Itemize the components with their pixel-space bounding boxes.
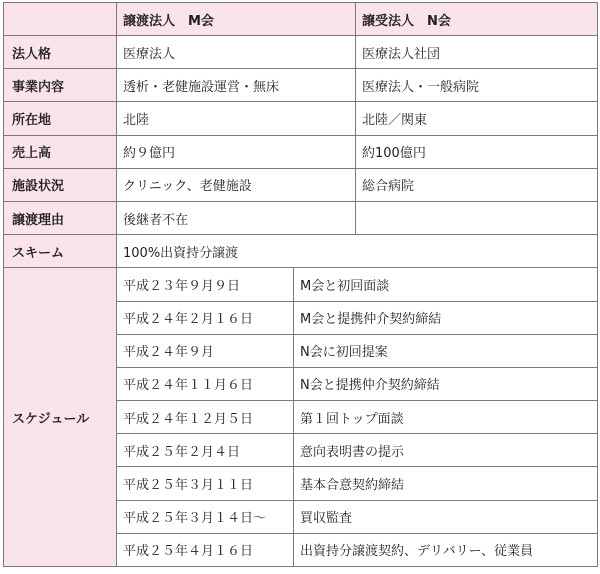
schedule-date: 平成２５年３月１４日～ [117,500,294,533]
schedule-date: 平成２４年２月１６日 [117,301,294,334]
schedule-event: 基本合意契約締結 [294,467,598,500]
row-label: 譲渡理由 [4,201,117,234]
schedule-event: 出資持分譲渡契約、デリバリー、従業員 [294,533,598,566]
schedule-date: 平成２４年１２月５日 [117,401,294,434]
transferee-value: 総合病院 [356,168,598,201]
schedule-date: 平成２３年９月９日 [117,268,294,301]
transferee-value: 北陸／関東 [356,102,598,135]
schedule-date: 平成２５年２月４日 [117,434,294,467]
scheme-row [4,235,598,268]
schedule-event: 意向表明書の提示 [294,434,598,467]
schedule-event: 買収監査 [294,500,598,533]
info-row [4,168,598,201]
info-row [4,102,598,135]
deal-summary-table [3,2,598,567]
schedule-date: 平成２４年９月 [117,334,294,367]
info-row [4,36,598,69]
schedule-row [4,268,598,301]
info-row [4,135,598,168]
transferee-header: 譲受法人 N会 [356,3,598,36]
schedule-date: 平成２５年４月１６日 [117,533,294,566]
info-row [4,69,598,102]
schedule-label: スケジュール [4,268,117,567]
info-row [4,201,598,234]
transferee-value [356,201,598,234]
transferor-value: 北陸 [117,102,356,135]
transferee-value: 医療法人社団 [356,36,598,69]
header-row [4,3,598,36]
transferor-value: クリニック、老健施設 [117,168,356,201]
scheme-value: 100%出資持分譲渡 [117,235,598,268]
schedule-event: M会と初回面談 [294,268,598,301]
transferee-value: 約100億円 [356,135,598,168]
scheme-label: スキーム [4,235,117,268]
transferor-header: 譲渡法人 M会 [117,3,356,36]
transferor-value: 後継者不在 [117,201,356,234]
schedule-date: 平成２５年３月１１日 [117,467,294,500]
row-label: 施設状況 [4,168,117,201]
header-corner-cell [4,3,117,36]
schedule-event: M会と提携仲介契約締結 [294,301,598,334]
schedule-event: N会と提携仲介契約締結 [294,367,598,400]
schedule-event: 第１回トップ面談 [294,401,598,434]
schedule-event: N会に初回提案 [294,334,598,367]
schedule-date: 平成２４年１１月６日 [117,367,294,400]
row-label: 事業内容 [4,69,117,102]
transferee-value: 医療法人・一般病院 [356,69,598,102]
row-label: 所在地 [4,102,117,135]
transferor-value: 医療法人 [117,36,356,69]
transferor-value: 約９億円 [117,135,356,168]
transferor-value: 透析・老健施設運営・無床 [117,69,356,102]
row-label: 売上高 [4,135,117,168]
row-label: 法人格 [4,36,117,69]
